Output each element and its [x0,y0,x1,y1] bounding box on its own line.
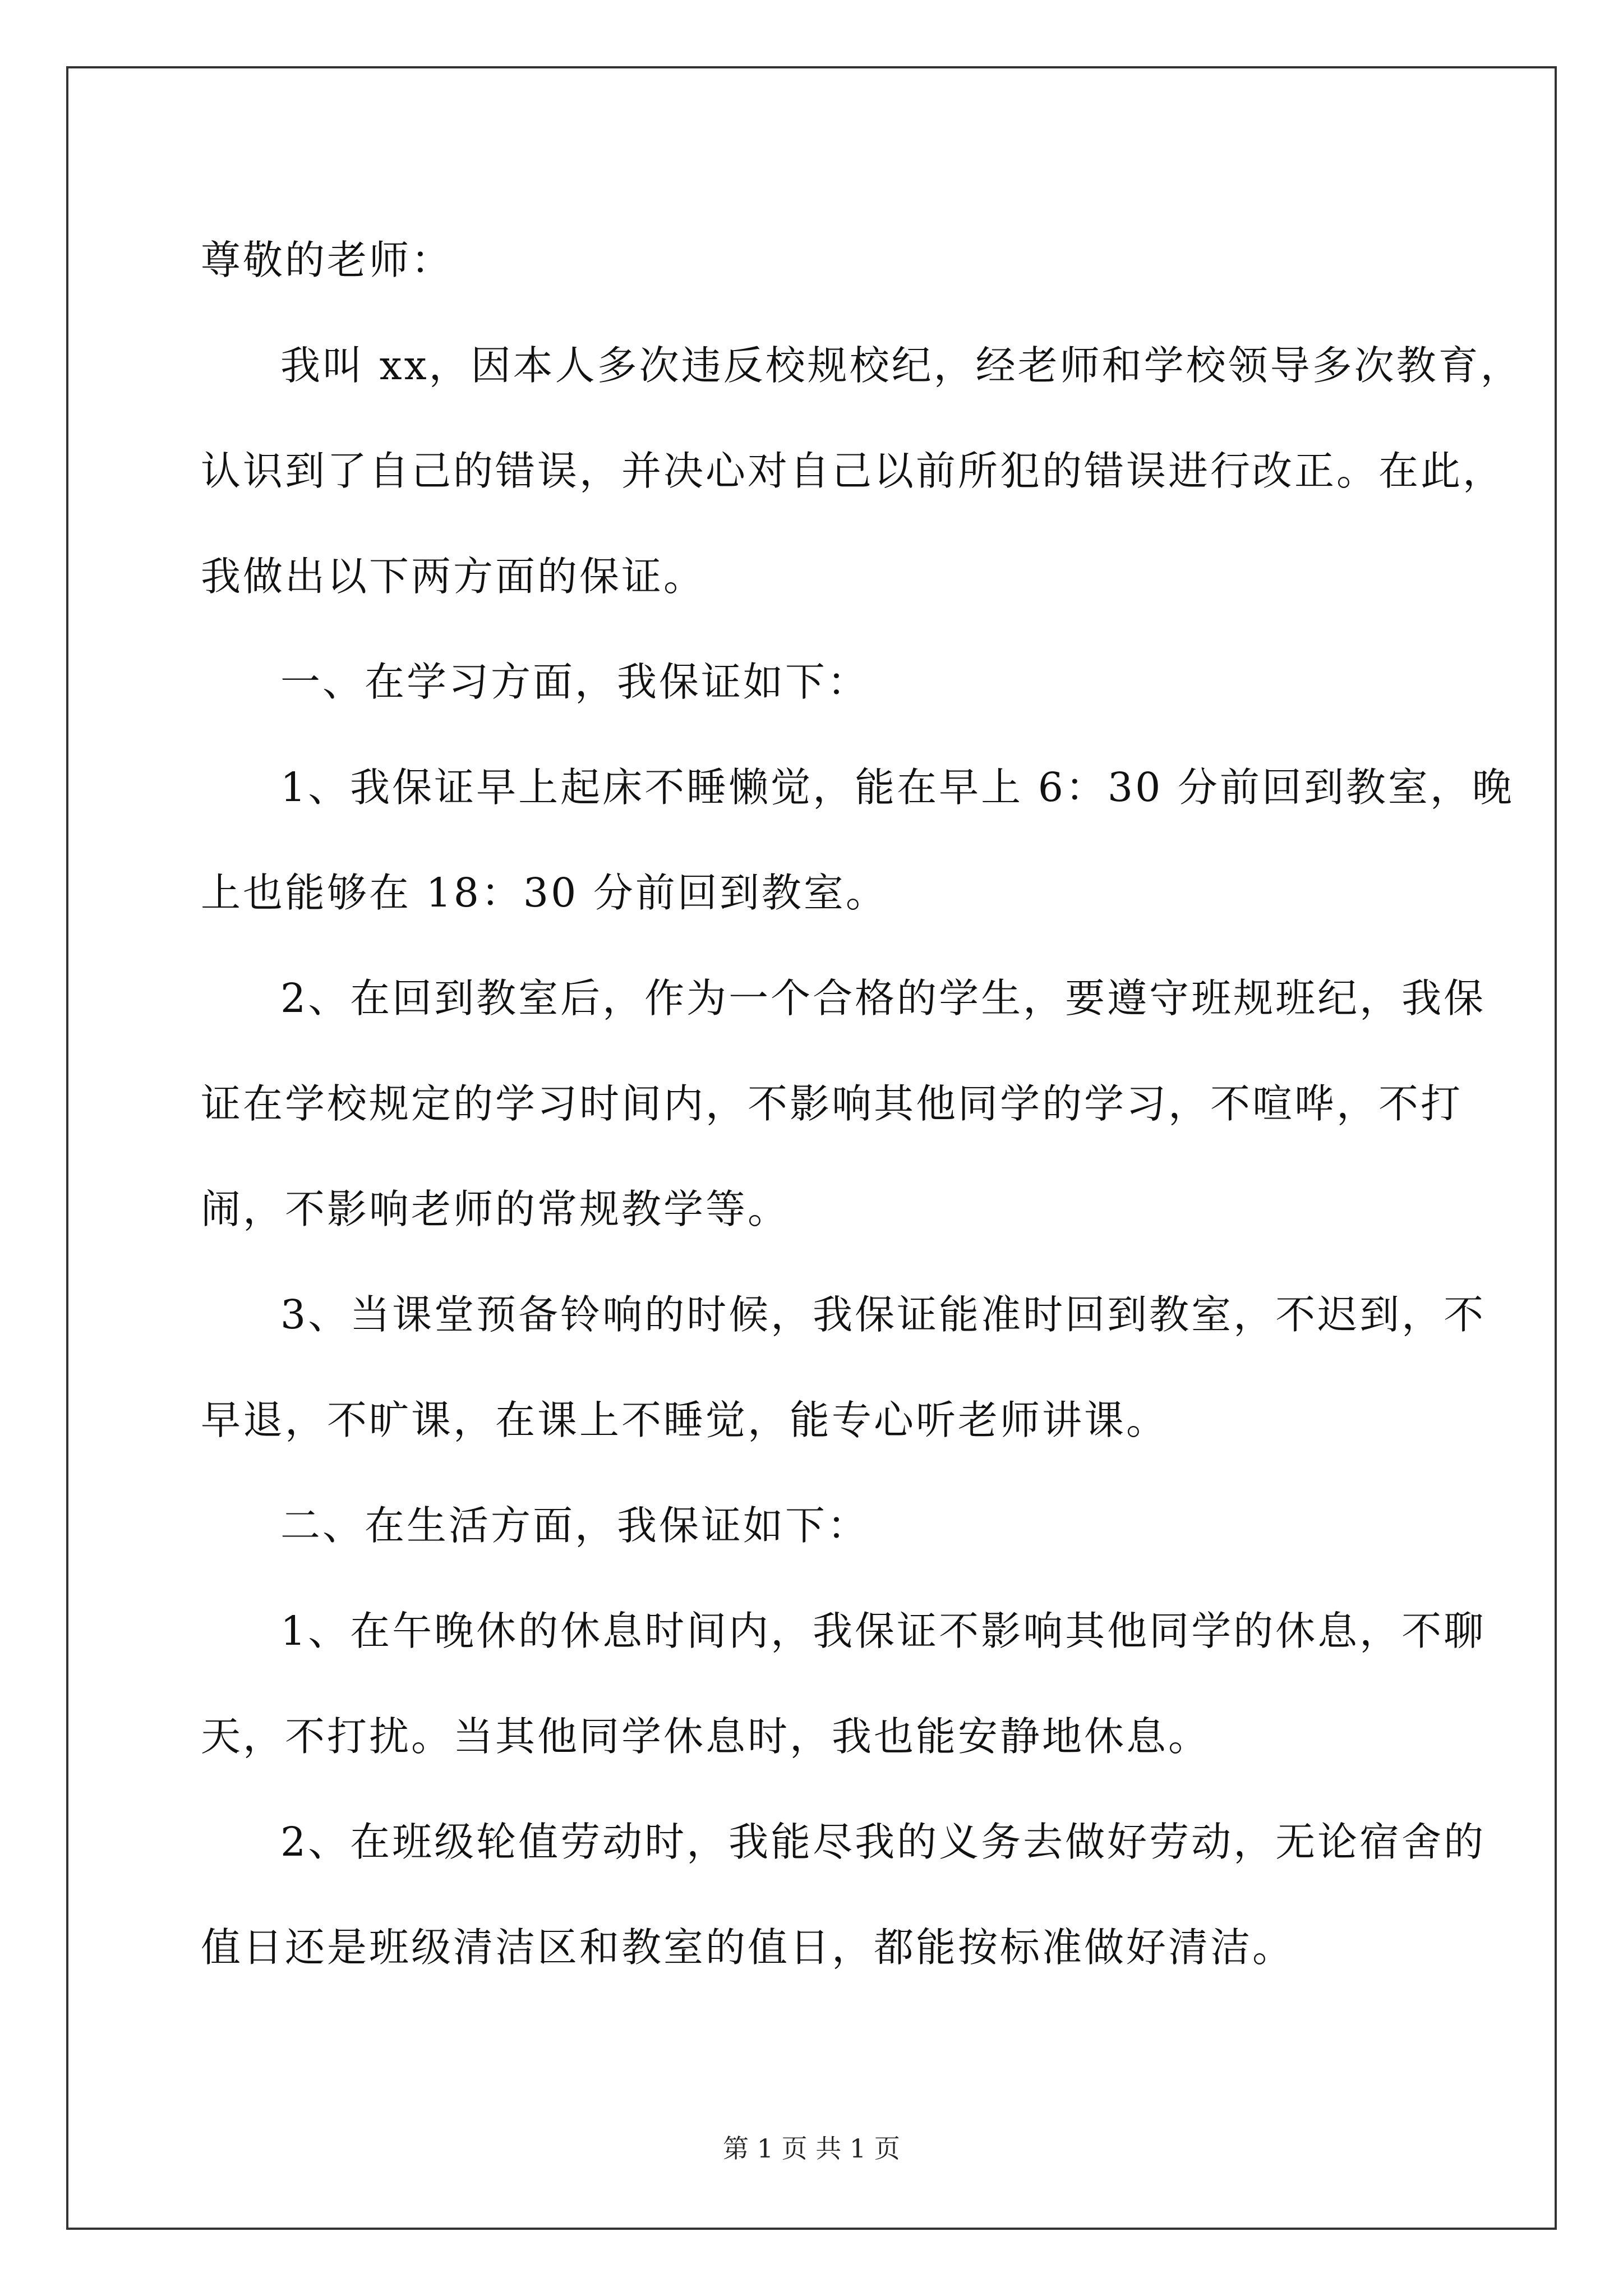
salutation: 尊敬的老师： [201,237,454,283]
section-heading: 二、在生活方面，我保证如下： [280,1502,870,1549]
paragraph-line: 2、在班级轮值劳动时，我能尽我的义务去做好劳动，无论宿舍的 [280,1819,1486,1865]
section-heading: 一、在学习方面，我保证如下： [280,659,870,705]
paragraph-line: 我叫 xx，因本人多次违反校规校纪，经老师和学校领导多次教育， [280,342,1523,389]
document-body [201,208,1523,2000]
paragraph-line: 早退，不旷课，在课上不睡觉，能专心听老师讲课。 [201,1397,1169,1443]
paragraph-line: 我做出以下两方面的保证。 [201,553,706,600]
paragraph-line: 上也能够在 18：30 分前回到教室。 [201,869,888,916]
paragraph-line: 2、在回到教室后，作为一个合格的学生，要遵守班规班纪，我保 [280,975,1486,1022]
paragraph-line: 值日还是班级清洁区和教室的值日，都能按标准做好清洁。 [201,1924,1295,1971]
page-footer: 第 1 页 共 1 页 [723,2133,900,2164]
paragraph-line: 1、我保证早上起床不睡懒觉，能在早上 6：30 分前回到教室，晚 [280,764,1514,811]
paragraph-line: 天，不打扰。当其他同学休息时，我也能安静地休息。 [201,1713,1211,1760]
paragraph-line: 认识到了自己的错误，并决心对自己以前所犯的错误进行改正。在此， [201,448,1505,494]
paragraph-line: 1、在午晚休的休息时间内，我保证不影响其他同学的休息，不聊 [280,1608,1486,1654]
paragraph-line: 闹，不影响老师的常规教学等。 [201,1186,790,1232]
paragraph-line: 3、当课堂预备铃响的时候，我保证能准时回到教室，不迟到，不 [280,1291,1486,1338]
paragraph-line: 证在学校规定的学习时间内，不影响其他同学的学习，不喧哗，不打 [201,1080,1463,1127]
